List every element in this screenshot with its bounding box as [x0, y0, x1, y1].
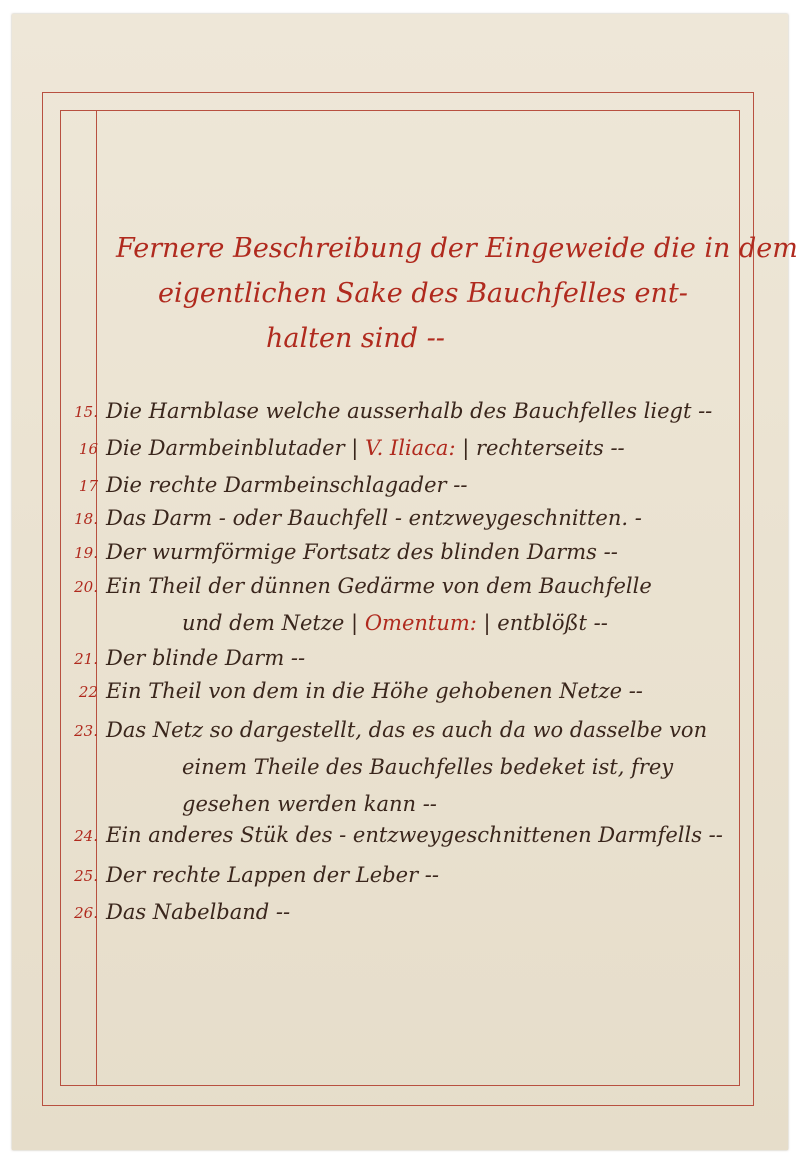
- item-text: [106, 393, 736, 430]
- item-line-part: | rechterseits --: [462, 436, 625, 460]
- item-text: [106, 857, 736, 894]
- item-number: 26.: [74, 904, 98, 922]
- item-text: [106, 673, 736, 710]
- list-item: [0, 712, 800, 827]
- list-item: [0, 894, 800, 934]
- item-number: 22: [78, 683, 98, 701]
- list-item: [0, 393, 800, 433]
- item-line: Die Harnblase welche ausserhalb des Bauchfelles liegt --: [106, 399, 713, 423]
- item-text: [106, 467, 736, 504]
- item-number: 15.: [74, 403, 98, 421]
- item-text: [106, 817, 736, 854]
- title-line-2: eigentlichen Sake des Bauchfelles ent-: [158, 278, 688, 309]
- item-line: gesehen werden kann --: [182, 792, 437, 816]
- list-item: [0, 568, 800, 648]
- item-text: [106, 640, 736, 677]
- item-text: [106, 894, 736, 931]
- item-number: 25.: [74, 867, 98, 885]
- item-number: 23.: [74, 722, 98, 740]
- title-line-1: Fernere Beschreibung der Eingeweide die in dem: [116, 233, 798, 264]
- page-title: [116, 226, 798, 361]
- list-item: [0, 857, 800, 897]
- item-line-part: | entblößt --: [483, 611, 608, 635]
- item-line: Der blinde Darm --: [106, 646, 306, 670]
- item-number: 24.: [74, 827, 98, 845]
- item-number: 19.: [74, 544, 98, 562]
- item-number: 21.: [74, 650, 98, 668]
- list-item: [0, 817, 800, 857]
- item-line: Das Netz so dargestellt, das es auch da wo dasselbe von: [106, 718, 708, 742]
- item-line: Das Darm - oder Bauchfell - entzweygeschnitten. -: [106, 506, 642, 530]
- list-item: [0, 673, 800, 713]
- item-line: Die rechte Darmbeinschlagader --: [106, 473, 468, 497]
- list-item: [0, 430, 800, 470]
- item-number: 17: [78, 477, 98, 495]
- item-text: [106, 534, 736, 571]
- item-text: [106, 500, 736, 537]
- item-text: [106, 430, 736, 467]
- item-line: [106, 605, 736, 642]
- item-line-part: und dem Netze |: [182, 611, 359, 635]
- latin-term: Omentum:: [364, 611, 477, 635]
- item-text: [106, 712, 736, 823]
- item-line: Ein Theil von dem in die Höhe gehobenen Netze --: [106, 679, 643, 703]
- item-line-part: Die Darmbeinblutader |: [106, 436, 359, 460]
- item-number: 20.: [74, 578, 98, 596]
- title-line-3: halten sind --: [266, 323, 445, 354]
- item-line: Ein anderes Stük des - entzweygeschnittenen Darmfells --: [106, 823, 723, 847]
- item-line: Der rechte Lappen der Leber --: [106, 863, 439, 887]
- item-text: [106, 568, 736, 642]
- item-number: 16: [78, 440, 98, 458]
- item-line: Das Nabelband --: [106, 900, 291, 924]
- item-line: einem Theile des Bauchfelles bedeket ist, frey: [182, 755, 674, 779]
- item-line: Der wurmförmige Fortsatz des blinden Darms --: [106, 540, 618, 564]
- item-line: Ein Theil der dünnen Gedärme von dem Bauchfelle: [106, 574, 652, 598]
- item-number: 18.: [74, 510, 98, 528]
- latin-term: V. Iliaca:: [365, 436, 456, 460]
